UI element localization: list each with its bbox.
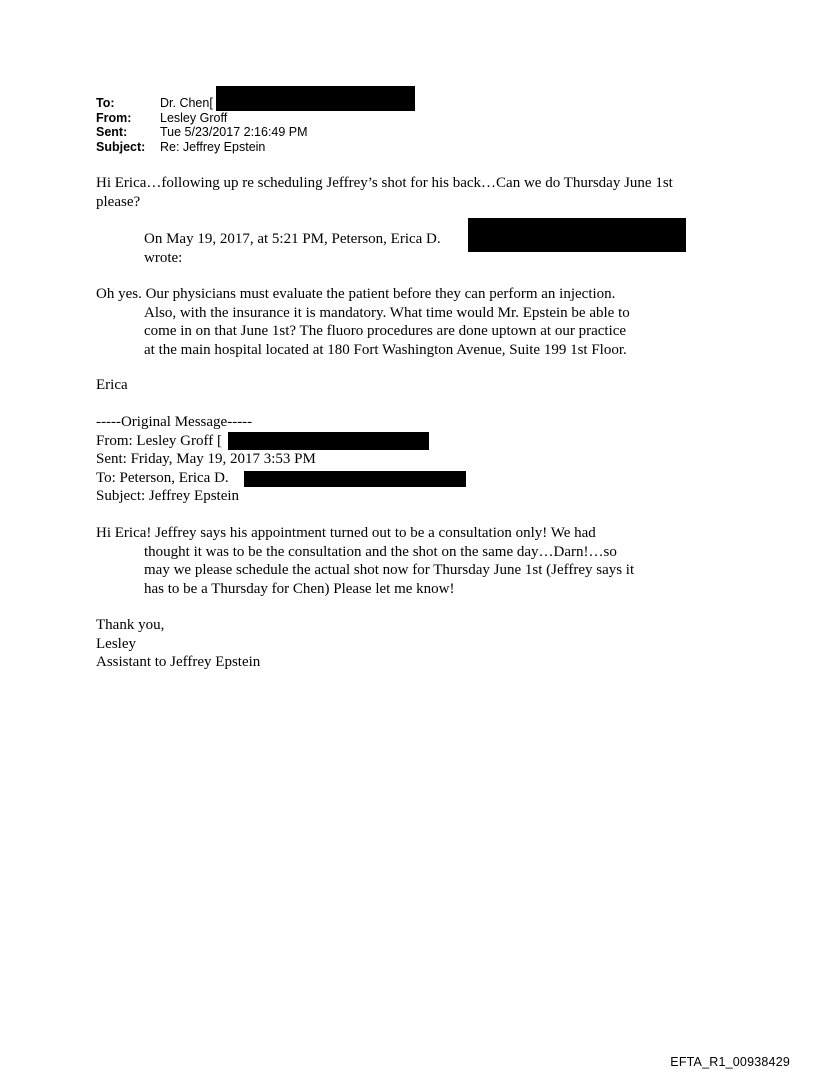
reply-line: please?: [96, 193, 141, 210]
lesley-message-line: Hi Erica! Jeffrey says his appointment turned out to be a consultation only! We had: [96, 525, 596, 541]
to-label: To:: [96, 96, 115, 110]
erica-message-line: at the main hospital located at 180 Fort Washington Avenue, Suite 199 1st Floor.: [144, 341, 627, 358]
lesley-message: [96, 524, 634, 598]
from-label: From:: [96, 110, 132, 125]
redaction-to-email: [216, 86, 415, 111]
erica-message: [96, 285, 630, 359]
to-value: Dr. Chen[: [160, 96, 213, 110]
erica-signature: Erica: [96, 377, 128, 393]
subject-label: Subject:: [96, 139, 146, 154]
original-message-marker: -----Original Message-----: [96, 414, 253, 430]
original-subject: Subject: Jeffrey Epstein: [96, 488, 240, 504]
signature-name: Lesley: [96, 635, 136, 652]
redaction-quote-email: [468, 218, 686, 252]
reply-line: Hi Erica…following up re scheduling Jeffrey’s shot for his back…Can we do Thursday June 1st: [96, 175, 673, 191]
erica-message-line: come in on that June 1st? The fluoro procedures are done uptown at our practice: [144, 323, 627, 339]
signature-thanks: Thank you,: [96, 617, 165, 633]
sent-label: Sent:: [96, 125, 128, 139]
subject-value: Re: Jeffrey Epstein: [160, 139, 266, 154]
original-message: [96, 413, 316, 506]
lesley-message-line: may we please schedule the actual shot now for Thursday June 1st (Jeffrey says it: [144, 562, 635, 578]
from-value: Lesley Groff: [160, 110, 228, 125]
erica-message-line: Oh yes. Our physicians must evaluate the patient before they can perform an injection.: [96, 286, 616, 302]
erica-message-line: Also, with the insurance it is mandatory. What time would Mr. Epstein be able to: [144, 304, 630, 321]
header-sent-row: [96, 125, 308, 140]
original-sent: Sent: Friday, May 19, 2017 3:53 PM: [96, 451, 316, 467]
quote-header-line: On May 19, 2017, at 5:21 PM, Peterson, Erica D.: [144, 231, 441, 247]
header-subject-row: [96, 140, 308, 155]
original-to: To: Peterson, Erica D.: [96, 469, 229, 486]
lesley-message-line: thought it was to be the consultation and the shot on the same day…Darn!…so: [144, 543, 617, 560]
lesley-signature: [96, 616, 260, 672]
header-from-row: [96, 111, 308, 126]
signature-title: Assistant to Jeffrey Epstein: [96, 654, 261, 670]
document-id: EFTA_R1_00938429: [670, 1055, 790, 1069]
quote-header-line: wrote:: [144, 249, 183, 266]
sent-value: Tue 5/23/2017 2:16:49 PM: [160, 125, 308, 139]
reply-paragraph: [96, 174, 673, 211]
lesley-message-line: has to be a Thursday for Chen) Please let me know!: [144, 580, 455, 597]
original-from: From: Lesley Groff [: [96, 432, 222, 449]
quote-header: [144, 230, 441, 267]
